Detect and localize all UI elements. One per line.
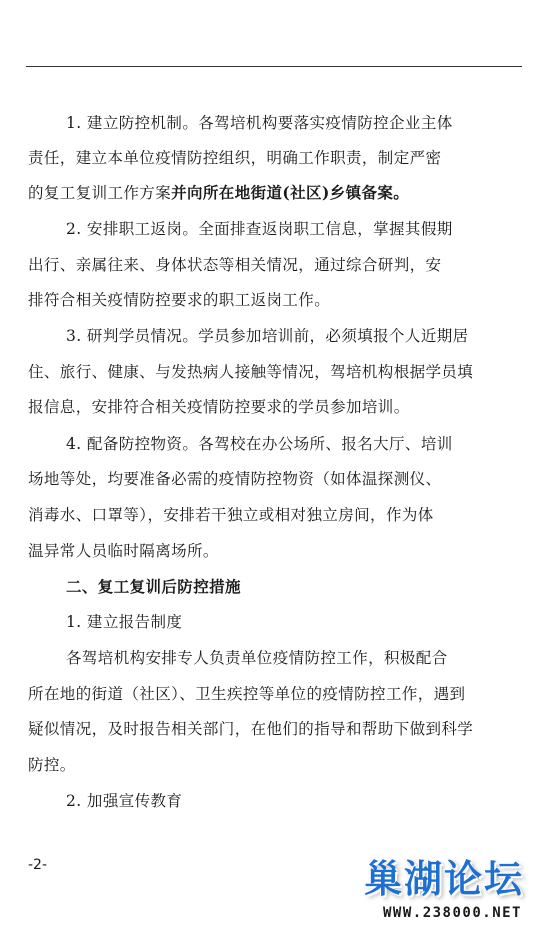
- paragraph-1-line-3: [0, 183, 540, 203]
- text: 所在地的街道（社区）、卫生疾控等单位的疫情防控工作，遇到: [28, 685, 466, 703]
- paragraph-1-line-2: [0, 148, 540, 168]
- heading-text: 二、复工复训后防控措施: [66, 578, 241, 596]
- text: 消毒水、口罩等），安排若干独立或相对独立房间，作为体: [28, 506, 434, 524]
- header-rule: [26, 66, 522, 67]
- watermark-url: WWW.238000.NET: [382, 905, 522, 921]
- text: 1. 建立防控机制。各驾培机构要落实疫情防控企业主体: [66, 114, 453, 132]
- paragraph-4-line-2: [0, 469, 540, 489]
- text: 疑似情况，及时报告相关部门，在他们的指导和帮助下做到科学: [28, 720, 474, 738]
- text: 温异常人员临时隔离场所。: [28, 542, 219, 560]
- subsection-1-line-1: [0, 648, 540, 668]
- paragraph-4-line-1: [0, 434, 540, 454]
- subsection-1-line-3: [0, 719, 540, 739]
- text: 4. 配备防控物资。各驾校在办公场所、报名大厅、培训: [66, 435, 453, 453]
- text: 责任，建立本单位疫情防控组织，明确工作职责，制定严密: [28, 149, 442, 167]
- paragraph-3-line-3: [0, 397, 540, 417]
- text-composite: [28, 183, 409, 203]
- subsection-1-line-2: [0, 684, 540, 704]
- text: 各驾培机构安排专人负责单位疫情防控工作，积极配合: [66, 649, 448, 667]
- watermark-logo-text: 巢湖论坛: [363, 857, 524, 901]
- paragraph-3-line-2: [0, 362, 540, 382]
- paragraph-2-line-3: [0, 290, 540, 310]
- text: 场地等处，均要准备必需的疫情防控物资（如体温探测仪、: [28, 470, 442, 488]
- text: 报信息，安排符合相关疫情防控要求的学员参加培训。: [28, 398, 410, 416]
- text: 防控。: [28, 756, 76, 774]
- paragraph-2-line-2: [0, 255, 540, 275]
- text: 2. 加强宣传教育: [66, 792, 183, 810]
- paragraph-1-line-1: [0, 113, 540, 133]
- paragraph-4-line-3: [0, 505, 540, 525]
- subsection-2-title: [0, 791, 540, 811]
- text: 排符合相关疫情防控要求的职工返岗工作。: [28, 291, 331, 309]
- paragraph-2-line-1: [0, 219, 540, 239]
- text: 2. 安排职工返岗。全面排查返岗职工信息，掌握其假期: [66, 220, 453, 238]
- bold-text: 并向所在地街道(社区)乡镇备案。: [171, 183, 410, 202]
- text: 住、旅行、健康、与发热病人接触等情况，驾培机构根据学员填: [28, 363, 474, 381]
- paragraph-4-line-4: [0, 541, 540, 561]
- page-number: -2-: [28, 857, 48, 873]
- text: 3. 研判学员情况。学员参加培训前，必须填报个人近期居: [66, 327, 469, 345]
- paragraph-3-line-1: [0, 326, 540, 346]
- section-heading: [0, 577, 540, 597]
- text: 1. 建立报告制度: [66, 613, 183, 631]
- text: 的复工复训工作方案: [28, 184, 172, 202]
- subsection-1-line-4: [0, 755, 540, 775]
- subsection-1-title: [0, 612, 540, 632]
- text: 出行、亲属往来、身体状态等相关情况，通过综合研判，安: [28, 256, 442, 274]
